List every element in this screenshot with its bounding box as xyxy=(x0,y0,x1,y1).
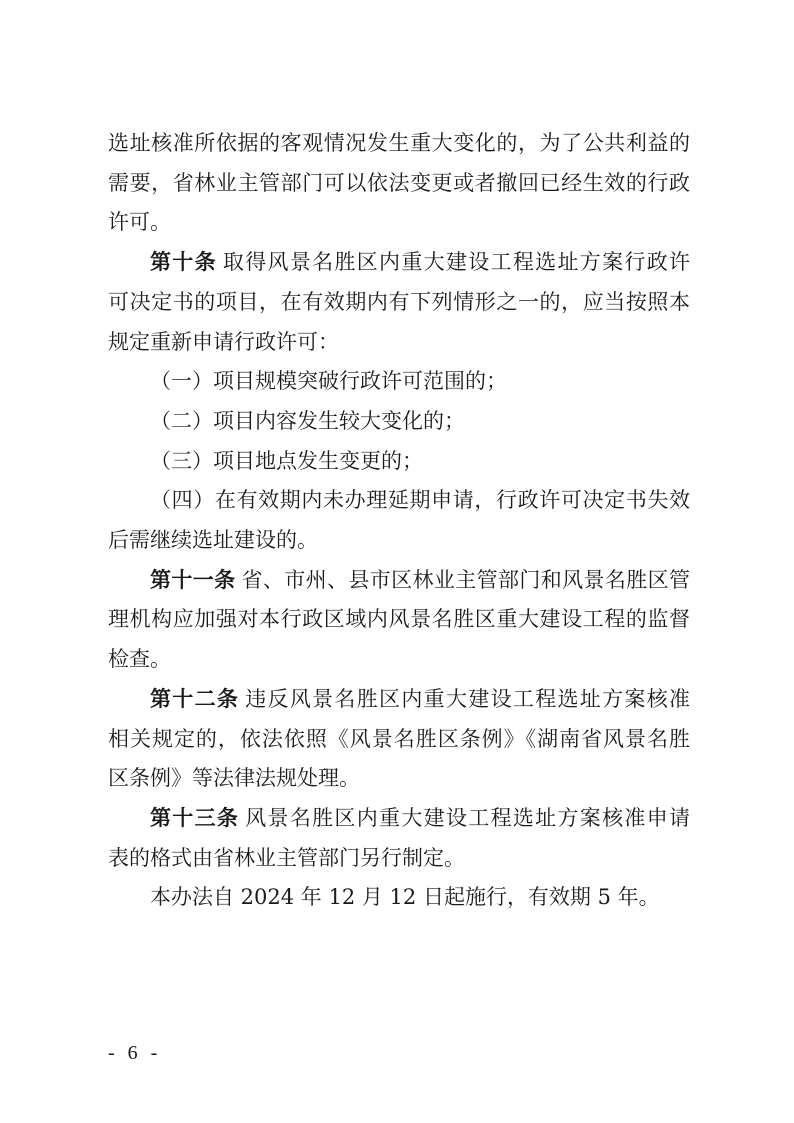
effective-date-line: 本办法自 2024 年 12 月 12 日起施行，有效期 5 年。 xyxy=(150,885,660,910)
list-item: （一）项目规模突破行政许可范围的； xyxy=(150,369,507,394)
article-heading: 第十一条 xyxy=(150,567,236,592)
document-body xyxy=(108,124,690,918)
list-item: （四）在有效期内未办理延期申请，行政许可决定书失效 xyxy=(150,488,690,513)
text-line: 风景名胜区内重大建设工程选址方案核准申请 xyxy=(245,805,690,830)
article-13 xyxy=(108,799,690,839)
article-10 xyxy=(108,243,690,283)
text-line: 检查。 xyxy=(108,647,171,672)
text-line: 省、市州、县市区林业主管部门和风景名胜区管 xyxy=(241,567,690,592)
text-line: 取得风景名胜区内重大建设工程选址方案行政许 xyxy=(222,250,691,275)
list-item: （三）项目地点发生变更的； xyxy=(150,448,423,473)
text-line: 许可。 xyxy=(108,210,171,235)
article-heading: 第十二条 xyxy=(150,686,240,711)
page-number: - 6 - xyxy=(108,1042,162,1064)
text-line: 相关规定的，依法依照《风景名胜区条例》《湖南省风景名胜 xyxy=(108,726,690,751)
text-line: 区条例》等法律法规处理。 xyxy=(108,766,360,791)
article-12 xyxy=(108,680,690,720)
text-line: 可决定书的项目，在有效期内有下列情形之一的，应当按照本 xyxy=(108,289,690,314)
article-heading: 第十条 xyxy=(150,250,217,275)
text-line: 后需继续选址建设的。 xyxy=(108,528,318,553)
text-line: 表的格式由省林业主管部门另行制定。 xyxy=(108,845,465,870)
text-line: 需要，省林业主管部门可以依法变更或者撤回已经生效的行政 xyxy=(108,170,690,195)
text-line: 选址核准所依据的客观情况发生重大变化的，为了公共利益的 xyxy=(108,131,690,155)
text-line: 违反风景名胜区内重大建设工程选址方案核准 xyxy=(245,686,690,711)
list-item: （二）项目内容发生较大变化的； xyxy=(150,408,465,433)
text-line: 理机构应加强对本行政区域内风景名胜区重大建设工程的监督 xyxy=(108,607,690,632)
article-heading: 第十三条 xyxy=(150,805,240,830)
article-11 xyxy=(108,561,690,601)
text-line: 规定重新申请行政许可： xyxy=(108,329,339,354)
